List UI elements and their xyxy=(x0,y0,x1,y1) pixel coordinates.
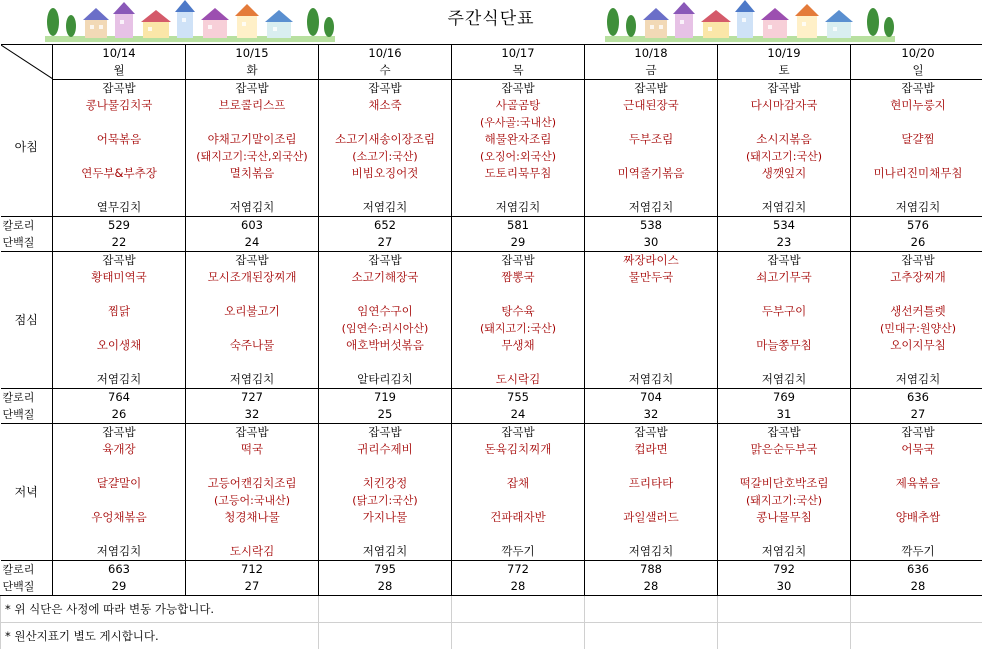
note-text: * 위 식단은 사정에 따라 변동 가능합니다. xyxy=(1,596,319,623)
menu-item: 잡곡밥 xyxy=(319,80,452,98)
weekday-cell: 화 xyxy=(186,62,319,80)
menu-item xyxy=(319,526,452,543)
menu-row xyxy=(1,337,982,354)
menu-item: 마늘쫑무침 xyxy=(718,337,851,354)
menu-item: 달걀찜 xyxy=(851,131,982,148)
menu-item xyxy=(186,320,319,337)
protein-value: 30 xyxy=(718,578,851,596)
menu-item xyxy=(53,286,186,303)
protein-value: 26 xyxy=(53,406,186,424)
menu-item: 깍두기 xyxy=(452,543,585,561)
menu-item xyxy=(452,354,585,371)
menu-item: 제육볶음 xyxy=(851,475,982,492)
empty-cell xyxy=(319,596,452,623)
menu-item: 잡곡밥 xyxy=(585,80,718,98)
menu-item: 가지나물 xyxy=(319,509,452,526)
protein-value: 23 xyxy=(718,234,851,252)
menu-row xyxy=(1,165,982,182)
menu-item: (고등어:국내산) xyxy=(186,492,319,509)
menu-item xyxy=(53,320,186,337)
menu-item: 도시락김 xyxy=(452,371,585,389)
menu-item: 떡갈비단호박조림 xyxy=(718,475,851,492)
meal-label: 아침 xyxy=(1,80,53,217)
menu-item xyxy=(585,286,718,303)
menu-item xyxy=(186,182,319,199)
page-title: 주간식단표 xyxy=(0,4,982,29)
weekday-cell: 월 xyxy=(53,62,186,80)
menu-row xyxy=(1,199,982,217)
calorie-value: 581 xyxy=(452,217,585,235)
calorie-value: 534 xyxy=(718,217,851,235)
menu-item: 저염김치 xyxy=(319,543,452,561)
menu-item xyxy=(319,114,452,131)
menu-item: 오이생채 xyxy=(53,337,186,354)
menu-item: 알타리김치 xyxy=(319,371,452,389)
menu-item: 생선커틀렛 xyxy=(851,303,982,320)
calorie-value: 788 xyxy=(585,561,718,579)
menu-item xyxy=(851,526,982,543)
protein-value: 32 xyxy=(186,406,319,424)
menu-item: 잡곡밥 xyxy=(851,424,982,442)
menu-item: 두부조림 xyxy=(585,131,718,148)
menu-item xyxy=(452,492,585,509)
menu-item xyxy=(718,458,851,475)
menu-item: 찜닭 xyxy=(53,303,186,320)
menu-row xyxy=(1,303,982,320)
menu-item: 잡곡밥 xyxy=(53,424,186,442)
menu-item: 브로콜리스프 xyxy=(186,97,319,114)
diagonal-line xyxy=(1,45,53,79)
date-cell: 10/19 xyxy=(718,45,851,63)
protein-label: 단백질 xyxy=(1,234,53,252)
menu-item: 잡채 xyxy=(452,475,585,492)
menu-item xyxy=(319,286,452,303)
menu-item: 고추장찌개 xyxy=(851,269,982,286)
menu-item: (돼지고기:국산) xyxy=(718,148,851,165)
menu-item: 채소죽 xyxy=(319,97,452,114)
menu-item: 돈육김치찌개 xyxy=(452,441,585,458)
menu-item: 잡곡밥 xyxy=(186,252,319,270)
menu-item: 양배추쌈 xyxy=(851,509,982,526)
protein-value: 28 xyxy=(319,578,452,596)
menu-item xyxy=(452,526,585,543)
menu-item: (오징어:외국산) xyxy=(452,148,585,165)
protein-value: 27 xyxy=(851,406,982,424)
menu-item xyxy=(53,458,186,475)
menu-item xyxy=(585,320,718,337)
menu-item xyxy=(851,286,982,303)
menu-row xyxy=(1,320,982,337)
menu-item xyxy=(851,182,982,199)
menu-item xyxy=(186,114,319,131)
menu-item: 생깻잎지 xyxy=(718,165,851,182)
menu-item: 건파래자반 xyxy=(452,509,585,526)
menu-item: 숙주나물 xyxy=(186,337,319,354)
menu-item: 저염김치 xyxy=(585,543,718,561)
date-cell: 10/14 xyxy=(53,45,186,63)
menu-item: 황태미역국 xyxy=(53,269,186,286)
menu-item: 저염김치 xyxy=(186,199,319,217)
menu-item xyxy=(585,458,718,475)
menu-item xyxy=(718,114,851,131)
date-cell: 10/18 xyxy=(585,45,718,63)
menu-row xyxy=(1,252,982,270)
menu-item: (임연수:러시아산) xyxy=(319,320,452,337)
menu-item xyxy=(585,492,718,509)
menu-item xyxy=(585,303,718,320)
protein-label: 단백질 xyxy=(1,578,53,596)
menu-item: 잡곡밥 xyxy=(53,252,186,270)
menu-item xyxy=(851,458,982,475)
calorie-value: 755 xyxy=(452,389,585,407)
menu-item xyxy=(53,182,186,199)
protein-label: 단백질 xyxy=(1,406,53,424)
menu-item: 잡곡밥 xyxy=(452,252,585,270)
menu-item xyxy=(452,458,585,475)
menu-item xyxy=(452,182,585,199)
menu-item: 사골곰탕 xyxy=(452,97,585,114)
menu-item: 쇠고기무국 xyxy=(718,269,851,286)
menu-item xyxy=(851,148,982,165)
menu-item: 떡국 xyxy=(186,441,319,458)
menu-item xyxy=(851,492,982,509)
menu-item: 치킨강정 xyxy=(319,475,452,492)
menu-item xyxy=(585,337,718,354)
protein-value: 28 xyxy=(585,578,718,596)
menu-item: 잡곡밥 xyxy=(319,424,452,442)
menu-item: 저염김치 xyxy=(718,371,851,389)
menu-item: 저염김치 xyxy=(53,371,186,389)
protein-value: 28 xyxy=(452,578,585,596)
protein-value: 24 xyxy=(452,406,585,424)
empty-cell xyxy=(718,596,851,623)
village-illustration-right xyxy=(605,0,895,44)
menu-item: 잡곡밥 xyxy=(186,424,319,442)
menu-row xyxy=(1,441,982,458)
menu-item: 저염김치 xyxy=(718,199,851,217)
empty-cell xyxy=(585,596,718,623)
menu-row xyxy=(1,543,982,561)
menu-row xyxy=(1,492,982,509)
date-cell: 10/16 xyxy=(319,45,452,63)
menu-row xyxy=(1,80,982,98)
menu-item: 잡곡밥 xyxy=(585,424,718,442)
menu-item xyxy=(53,492,186,509)
menu-item: (닭고기:국산) xyxy=(319,492,452,509)
meal-label: 점심 xyxy=(1,252,53,389)
date-cell: 10/20 xyxy=(851,45,982,63)
menu-item xyxy=(53,114,186,131)
menu-item xyxy=(718,320,851,337)
menu-item: 물만두국 xyxy=(585,269,718,286)
date-cell: 10/15 xyxy=(186,45,319,63)
menu-row xyxy=(1,182,982,199)
menu-item xyxy=(319,182,452,199)
menu-item: 잡곡밥 xyxy=(718,424,851,442)
calorie-value: 652 xyxy=(319,217,452,235)
menu-item: 소시지볶음 xyxy=(718,131,851,148)
menu-item xyxy=(585,114,718,131)
menu-item: (돼지고기:국산) xyxy=(718,492,851,509)
calorie-label: 칼로리 xyxy=(1,561,53,579)
menu-item xyxy=(186,354,319,371)
weekday-cell: 목 xyxy=(452,62,585,80)
menu-item xyxy=(319,458,452,475)
menu-item: 야채고기말이조림 xyxy=(186,131,319,148)
weekday-cell: 수 xyxy=(319,62,452,80)
menu-item: 저염김치 xyxy=(585,199,718,217)
menu-row xyxy=(1,475,982,492)
menu-item: (소고기:국산) xyxy=(319,148,452,165)
protein-value: 27 xyxy=(319,234,452,252)
menu-item: 우엉채볶음 xyxy=(53,509,186,526)
protein-value: 30 xyxy=(585,234,718,252)
menu-item: 맑은순두부국 xyxy=(718,441,851,458)
menu-item: 잡곡밥 xyxy=(186,80,319,98)
menu-item: 저염김치 xyxy=(851,199,982,217)
menu-item: 과일샐러드 xyxy=(585,509,718,526)
menu-item: 깍두기 xyxy=(851,543,982,561)
protein-value: 28 xyxy=(851,578,982,596)
menu-item: 저염김치 xyxy=(186,371,319,389)
calorie-value: 636 xyxy=(851,389,982,407)
menu-item: 짬뽕국 xyxy=(452,269,585,286)
menu-item: 잡곡밥 xyxy=(452,424,585,442)
menu-item: 잡곡밥 xyxy=(53,80,186,98)
menu-row xyxy=(1,458,982,475)
empty-cell xyxy=(319,623,452,649)
calorie-value: 795 xyxy=(319,561,452,579)
menu-item: 연두부&부추장 xyxy=(53,165,186,182)
menu-row xyxy=(1,148,982,165)
weekday-cell: 일 xyxy=(851,62,982,80)
menu-item: 모시조개된장찌개 xyxy=(186,269,319,286)
menu-item: 잡곡밥 xyxy=(851,252,982,270)
menu-item xyxy=(851,114,982,131)
menu-item xyxy=(718,354,851,371)
menu-item: 짜장라이스 xyxy=(585,252,718,270)
menu-item: (돼지고기:국산,외국산) xyxy=(186,148,319,165)
weekday-cell: 금 xyxy=(585,62,718,80)
menu-item: 현미누룽지 xyxy=(851,97,982,114)
protein-value: 25 xyxy=(319,406,452,424)
calorie-value: 719 xyxy=(319,389,452,407)
menu-item: 두부구이 xyxy=(718,303,851,320)
menu-item: 콩나물무침 xyxy=(718,509,851,526)
empty-cell xyxy=(718,623,851,649)
menu-item: 달걀말이 xyxy=(53,475,186,492)
menu-item: 저염김치 xyxy=(585,371,718,389)
menu-row xyxy=(1,371,982,389)
menu-item: 청경채나물 xyxy=(186,509,319,526)
protein-value: 27 xyxy=(186,578,319,596)
menu-item: 도시락김 xyxy=(186,543,319,561)
menu-item: 근대된장국 xyxy=(585,97,718,114)
menu-row xyxy=(1,354,982,371)
menu-item: 탕수육 xyxy=(452,303,585,320)
calorie-value: 538 xyxy=(585,217,718,235)
calorie-value: 727 xyxy=(186,389,319,407)
menu-item: 미역줄기볶음 xyxy=(585,165,718,182)
corner-cell xyxy=(1,45,53,80)
menu-item: (우사골:국내산) xyxy=(452,114,585,131)
calorie-value: 603 xyxy=(186,217,319,235)
calorie-label: 칼로리 xyxy=(1,217,53,235)
menu-item xyxy=(53,354,186,371)
menu-item: 열무김치 xyxy=(53,199,186,217)
menu-row xyxy=(1,131,982,148)
weekday-cell: 토 xyxy=(718,62,851,80)
menu-item: 컵라면 xyxy=(585,441,718,458)
menu-row xyxy=(1,526,982,543)
note-text: * 원산지표기 별도 게시합니다. xyxy=(1,623,319,649)
calorie-value: 704 xyxy=(585,389,718,407)
menu-item xyxy=(585,148,718,165)
empty-cell xyxy=(452,596,585,623)
menu-item xyxy=(585,526,718,543)
menu-item xyxy=(452,286,585,303)
empty-cell xyxy=(585,623,718,649)
menu-item: 귀리수제비 xyxy=(319,441,452,458)
menu-item: 고등어캔김치조림 xyxy=(186,475,319,492)
protein-value: 24 xyxy=(186,234,319,252)
menu-item: 도토리묵무침 xyxy=(452,165,585,182)
menu-row xyxy=(1,269,982,286)
menu-row xyxy=(1,286,982,303)
menu-item: (돼지고기:국산) xyxy=(452,320,585,337)
menu-item xyxy=(585,182,718,199)
meal-label: 저녁 xyxy=(1,424,53,561)
menu-item xyxy=(718,286,851,303)
menu-item xyxy=(53,148,186,165)
protein-value: 29 xyxy=(452,234,585,252)
menu-item: 소고기해장국 xyxy=(319,269,452,286)
calorie-value: 663 xyxy=(53,561,186,579)
menu-item: 미나리진미채무침 xyxy=(851,165,982,182)
menu-item: 육개장 xyxy=(53,441,186,458)
menu-item xyxy=(186,286,319,303)
menu-item xyxy=(718,526,851,543)
menu-item: 소고기새송이장조림 xyxy=(319,131,452,148)
calorie-value: 636 xyxy=(851,561,982,579)
calorie-value: 764 xyxy=(53,389,186,407)
calorie-value: 772 xyxy=(452,561,585,579)
menu-item xyxy=(585,354,718,371)
empty-cell xyxy=(452,623,585,649)
weekly-menu-table xyxy=(0,44,982,649)
menu-item: 저염김치 xyxy=(319,199,452,217)
protein-value: 29 xyxy=(53,578,186,596)
calorie-value: 792 xyxy=(718,561,851,579)
calorie-label: 칼로리 xyxy=(1,389,53,407)
menu-item: 다시마감자국 xyxy=(718,97,851,114)
protein-value: 31 xyxy=(718,406,851,424)
menu-row xyxy=(1,97,982,114)
menu-item: 잡곡밥 xyxy=(851,80,982,98)
menu-item: 저염김치 xyxy=(718,543,851,561)
date-cell: 10/17 xyxy=(452,45,585,63)
menu-item: 잡곡밥 xyxy=(718,80,851,98)
menu-item xyxy=(718,182,851,199)
menu-item: 무생채 xyxy=(452,337,585,354)
menu-item: 해물완자조림 xyxy=(452,131,585,148)
menu-item: 잡곡밥 xyxy=(452,80,585,98)
menu-item: 오리불고기 xyxy=(186,303,319,320)
protein-value: 32 xyxy=(585,406,718,424)
menu-item xyxy=(186,458,319,475)
header xyxy=(0,0,982,44)
calorie-value: 712 xyxy=(186,561,319,579)
menu-item: (민대구:원양산) xyxy=(851,320,982,337)
calorie-value: 576 xyxy=(851,217,982,235)
menu-item: 어묵볶음 xyxy=(53,131,186,148)
empty-cell xyxy=(851,623,982,649)
menu-item: 임연수구이 xyxy=(319,303,452,320)
menu-item: 저염김치 xyxy=(53,543,186,561)
menu-row xyxy=(1,114,982,131)
menu-row xyxy=(1,509,982,526)
calorie-value: 769 xyxy=(718,389,851,407)
menu-item xyxy=(53,526,186,543)
protein-value: 22 xyxy=(53,234,186,252)
menu-item: 오이지무침 xyxy=(851,337,982,354)
menu-item: 어묵국 xyxy=(851,441,982,458)
menu-item xyxy=(851,354,982,371)
menu-item: 애호박버섯볶음 xyxy=(319,337,452,354)
menu-row xyxy=(1,424,982,442)
menu-item: 잡곡밥 xyxy=(718,252,851,270)
menu-item: 프리타타 xyxy=(585,475,718,492)
menu-item: 비빔오징어젓 xyxy=(319,165,452,182)
menu-item: 저염김치 xyxy=(452,199,585,217)
menu-item: 콩나물김치국 xyxy=(53,97,186,114)
protein-value: 26 xyxy=(851,234,982,252)
menu-item xyxy=(186,526,319,543)
empty-cell xyxy=(851,596,982,623)
menu-item: 잡곡밥 xyxy=(319,252,452,270)
menu-item: 저염김치 xyxy=(851,371,982,389)
calorie-value: 529 xyxy=(53,217,186,235)
menu-item xyxy=(319,354,452,371)
menu-item: 멸치볶음 xyxy=(186,165,319,182)
